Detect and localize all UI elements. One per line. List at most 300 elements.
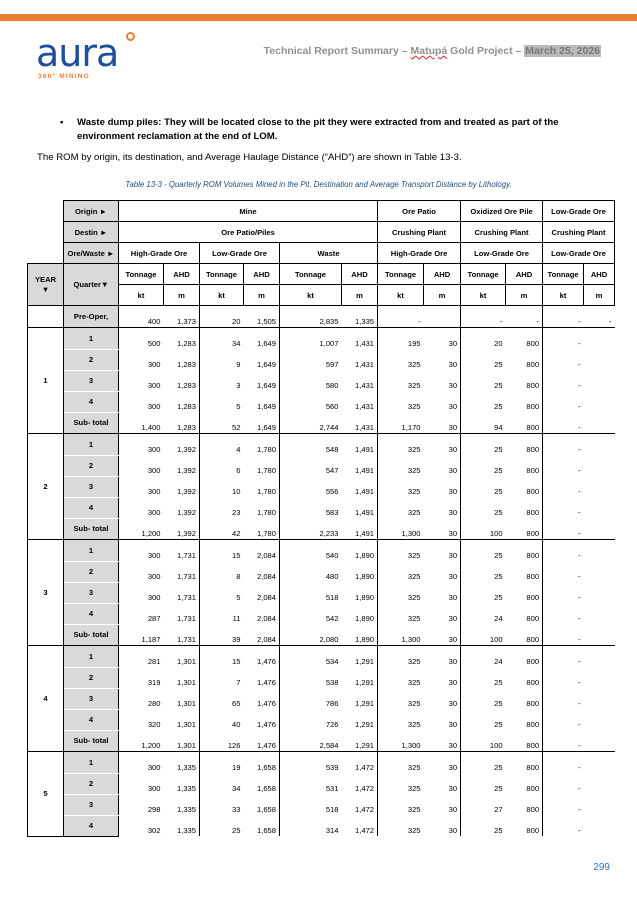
subtotal-label: Sub- total [64, 730, 119, 752]
table-cell: 40 [200, 709, 244, 730]
table-cell: 1,472 [355, 784, 375, 793]
table-cell: 1,658 [256, 763, 276, 772]
table-cell: 800 [526, 720, 540, 729]
table-cell: - [543, 752, 584, 774]
table-cell: 2,233 [280, 518, 342, 540]
quarter-cell: 3 [64, 794, 119, 815]
unit-kt: kt [119, 285, 164, 306]
table-cell: 42 [200, 518, 244, 540]
table-cell: 800 [526, 678, 540, 687]
table-row [28, 794, 615, 815]
table-cell: 2,084 [256, 572, 276, 581]
table-cell: - [543, 688, 584, 709]
table-cell: 7 [200, 667, 244, 688]
table-cell: 800 [526, 360, 540, 369]
table-cell: 30 [448, 593, 458, 602]
table-cell: 1,472 [355, 826, 375, 835]
unit-m: m [424, 285, 461, 306]
quarter-cell: 1 [64, 328, 119, 350]
table-cell: 25 [461, 561, 506, 582]
table-cell: 1,890 [355, 551, 375, 560]
table-cell: 1,890 [355, 593, 375, 602]
table-row [28, 540, 615, 562]
table-cell: 20 [461, 328, 506, 350]
table-cell: 1,658 [256, 784, 276, 793]
table-cell: 540 [280, 540, 342, 562]
table-cell: - [543, 603, 584, 624]
origin-low-grade: Low-Grade Ore [543, 201, 615, 222]
table-cell: 30 [448, 466, 458, 475]
table-cell: 1,491 [355, 508, 375, 517]
table-row [28, 815, 615, 836]
table-cell: 556 [280, 476, 342, 497]
table-cell: 1,431 [355, 339, 375, 348]
measure-ahd: AHD [506, 264, 543, 285]
table-cell: 800 [526, 572, 540, 581]
table-cell: 325 [378, 688, 424, 709]
table-cell: 1,392 [176, 508, 196, 517]
table-row [28, 603, 615, 624]
table-cell: 30 [448, 699, 458, 708]
table-cell: 800 [526, 487, 540, 496]
table-cell: 1,780 [244, 518, 280, 540]
measure-ahd: AHD [244, 264, 280, 285]
table-cell [584, 730, 615, 752]
table-cell: 1,301 [176, 678, 196, 687]
table-cell: 1,472 [355, 805, 375, 814]
table-cell: 300 [119, 476, 164, 497]
table-cell [584, 815, 615, 836]
table-cell: 1,476 [256, 720, 276, 729]
quarter-cell: 3 [64, 688, 119, 709]
table-cell: 25 [461, 540, 506, 562]
table-cell: 30 [424, 412, 461, 434]
origin-ore-patio: Ore Patio [378, 201, 461, 222]
table-row [28, 582, 615, 603]
table-cell: 1,649 [256, 402, 276, 411]
table-cell: 1,300 [378, 518, 424, 540]
measure-ahd: AHD [342, 264, 378, 285]
table-cell: 1,491 [355, 487, 375, 496]
measure-tonnage: Tonnage [119, 264, 164, 285]
table-cell: 800 [506, 518, 543, 540]
unit-kt: kt [378, 285, 424, 306]
table-cell: 1,335 [176, 763, 196, 772]
table-cell: 1,491 [342, 518, 378, 540]
year-cell: 2 [28, 434, 64, 540]
table-cell: 325 [378, 391, 424, 412]
table-cell: 1,291 [355, 678, 375, 687]
table-cell: 319 [119, 667, 164, 688]
table-cell [584, 709, 615, 730]
table-cell [584, 434, 615, 456]
origin-header-row [28, 201, 615, 222]
table-cell: 126 [200, 730, 244, 752]
quarter-cell: 3 [64, 582, 119, 603]
orewaste-header-row [28, 243, 615, 264]
type-low-grade-2: Low-Grade Ore [461, 243, 543, 264]
table-cell: 1,431 [342, 412, 378, 434]
table-cell: 800 [526, 784, 540, 793]
table-cell: 23 [200, 497, 244, 518]
quarter-cell: 4 [64, 497, 119, 518]
table-cell: 800 [526, 657, 540, 666]
year-cell: 1 [28, 328, 64, 434]
header-middle: Gold Project – [447, 45, 525, 57]
table-cell: 1,291 [355, 657, 375, 666]
table-cell: 800 [526, 508, 540, 517]
table-cell: 6 [200, 455, 244, 476]
table-cell: 1,649 [256, 381, 276, 390]
table-cell [584, 794, 615, 815]
table-cell: - [543, 730, 584, 752]
table-cell: - [543, 667, 584, 688]
table-cell: 1,200 [119, 518, 164, 540]
table-row [28, 497, 615, 518]
table-cell: 300 [119, 370, 164, 391]
table-cell: 800 [526, 614, 540, 623]
quarter-cell: 4 [64, 815, 119, 836]
table-cell: 538 [280, 667, 342, 688]
table-cell: 726 [280, 709, 342, 730]
measure-tonnage: Tonnage [280, 264, 342, 285]
table-cell [584, 540, 615, 562]
table-cell: 8 [200, 561, 244, 582]
table-cell: 325 [378, 773, 424, 794]
table-cell: 300 [119, 455, 164, 476]
table-cell: 30 [448, 784, 458, 793]
table-cell: 302 [119, 815, 164, 836]
table-cell: 94 [461, 412, 506, 434]
table-cell: 30 [448, 614, 458, 623]
table-cell: 25 [461, 349, 506, 370]
table-cell [584, 667, 615, 688]
table-cell: 19 [200, 752, 244, 774]
table-cell: 1,291 [355, 699, 375, 708]
year-cell: 3 [28, 540, 64, 646]
table-cell: 1,283 [176, 402, 196, 411]
table-cell: - [584, 306, 615, 328]
table-cell: 300 [119, 773, 164, 794]
table-cell: 30 [448, 445, 458, 454]
table-cell: 2,084 [256, 614, 276, 623]
table-cell: 30 [448, 805, 458, 814]
table-row [28, 688, 615, 709]
table-cell: 100 [461, 624, 506, 646]
destin-crushing-plant-3: Crushing Plant [543, 222, 615, 243]
table-cell: - [543, 349, 584, 370]
table-cell: 1,505 [244, 306, 280, 328]
table-cell: 300 [119, 540, 164, 562]
table-cell: 1,491 [355, 466, 375, 475]
table-cell: 1,780 [256, 445, 276, 454]
table-cell: 325 [378, 561, 424, 582]
table-cell: 800 [526, 593, 540, 602]
table-cell: 1,476 [256, 657, 276, 666]
quarter-cell: 2 [64, 773, 119, 794]
table-cell: 300 [119, 349, 164, 370]
table-cell: - [461, 306, 506, 328]
table-cell: 25 [461, 476, 506, 497]
table-cell: 39 [200, 624, 244, 646]
origin-mine: Mine [119, 201, 378, 222]
table-cell: 560 [280, 391, 342, 412]
table-cell: 325 [378, 794, 424, 815]
table-cell: 800 [526, 826, 540, 835]
table-cell: 2,584 [280, 730, 342, 752]
table-cell: 800 [526, 445, 540, 454]
table-cell: 30 [424, 730, 461, 752]
table-cell: 20 [200, 306, 244, 328]
table-cell: 1,731 [176, 551, 196, 560]
type-waste: Waste [280, 243, 378, 264]
table-cell [584, 582, 615, 603]
table-cell: 30 [448, 360, 458, 369]
table-cell: 9 [200, 349, 244, 370]
table-cell: 298 [119, 794, 164, 815]
table-cell [584, 561, 615, 582]
header-prefix: Technical Report Summary – [263, 45, 411, 57]
table-cell: 1,780 [256, 466, 276, 475]
origin-oxidized-pile: Oxidized Ore Pile [461, 201, 543, 222]
table-cell: - [543, 518, 584, 540]
table-cell: 34 [200, 328, 244, 350]
unit-kt: kt [200, 285, 244, 306]
table-cell: 25 [200, 815, 244, 836]
type-high-grade-1: High-Grade Ore [119, 243, 200, 264]
table-cell: 30 [448, 763, 458, 772]
report-header-title [264, 45, 601, 57]
table-cell: 800 [526, 551, 540, 560]
table-cell [584, 455, 615, 476]
table-cell [584, 624, 615, 646]
table-row [28, 667, 615, 688]
table-cell: 15 [200, 540, 244, 562]
table-cell: 1,392 [176, 487, 196, 496]
table-cell: 1,373 [164, 306, 200, 328]
table-cell: 25 [461, 667, 506, 688]
table-cell: - [543, 455, 584, 476]
table-cell: 1,392 [176, 466, 196, 475]
table-cell: 314 [280, 815, 342, 836]
table-row [28, 709, 615, 730]
table-cell: - [543, 306, 584, 328]
table-cell: 542 [280, 603, 342, 624]
table-cell: 1,301 [176, 699, 196, 708]
table-cell: 30 [448, 720, 458, 729]
table-cell: 1,300 [378, 730, 424, 752]
subtotal-row [28, 624, 615, 646]
table-cell: 2,084 [256, 551, 276, 560]
quarter-cell: 2 [64, 349, 119, 370]
year-cell-blank [28, 306, 64, 328]
measure-tonnage: Tonnage [543, 264, 584, 285]
table-cell: 1,649 [244, 412, 280, 434]
quarter-cell: 2 [64, 667, 119, 688]
table-cell: 1,731 [164, 624, 200, 646]
page-number: 299 [593, 862, 610, 873]
quarter-label: Quarter▼ [64, 264, 119, 306]
table-cell: 1,780 [256, 487, 276, 496]
table-cell: 27 [461, 794, 506, 815]
table-cell: 325 [378, 540, 424, 562]
table-row [28, 434, 615, 456]
table-cell: 325 [378, 476, 424, 497]
table-caption: Table 13-3 - Quarterly ROM Volumes Mined in the Pit, Destination and Average Transport Distance by Lithology. [125, 180, 512, 189]
table-cell [584, 412, 615, 434]
table-cell: 25 [461, 497, 506, 518]
table-cell: 325 [378, 667, 424, 688]
logo-wordmark: aura [36, 31, 119, 75]
table-cell: 2,744 [280, 412, 342, 434]
table-row [28, 391, 615, 412]
logo-tagline: 360° MINING [38, 73, 90, 80]
rom-table [27, 200, 615, 837]
orewaste-label: Ore/Waste ► [64, 243, 119, 264]
table-cell [584, 391, 615, 412]
year-label: YEAR ▼ [28, 264, 64, 306]
table-cell [584, 646, 615, 668]
table-cell: 195 [378, 328, 424, 350]
table-cell: 1,283 [176, 360, 196, 369]
table-cell: 25 [461, 582, 506, 603]
table-cell: 33 [200, 794, 244, 815]
table-cell: 1,392 [164, 518, 200, 540]
table-cell: - [543, 709, 584, 730]
measure-tonnage: Tonnage [461, 264, 506, 285]
table-cell: 1,731 [176, 572, 196, 581]
table-cell: 1,476 [244, 730, 280, 752]
subtotal-row [28, 730, 615, 752]
table-cell [584, 497, 615, 518]
table-cell: 1,301 [164, 730, 200, 752]
table-cell: - [543, 497, 584, 518]
quarter-cell: 3 [64, 370, 119, 391]
table-cell [424, 306, 461, 328]
table-cell: 531 [280, 773, 342, 794]
table-cell: 25 [461, 815, 506, 836]
table-cell: 800 [526, 763, 540, 772]
year-cell: 4 [28, 646, 64, 752]
origin-label: Origin ► [64, 201, 119, 222]
unit-m: m [164, 285, 200, 306]
table-cell: 100 [461, 730, 506, 752]
type-low-grade-1: Low-Grade Ore [200, 243, 280, 264]
table-cell: 65 [200, 688, 244, 709]
table-cell: 4 [200, 434, 244, 456]
measure-tonnage: Tonnage [200, 264, 244, 285]
table-cell: - [543, 328, 584, 350]
table-cell: 1,335 [342, 306, 378, 328]
table-cell: 547 [280, 455, 342, 476]
table-cell: 325 [378, 455, 424, 476]
table-cell: - [543, 582, 584, 603]
measure-ahd: AHD [584, 264, 615, 285]
table-cell [584, 603, 615, 624]
table-cell: 15 [200, 646, 244, 668]
table-row [28, 455, 615, 476]
table-cell: 2,084 [244, 624, 280, 646]
table-cell: 800 [506, 624, 543, 646]
table-cell: - [378, 306, 424, 328]
quarter-cell: Pre-Oper, [64, 306, 119, 328]
table-cell: 11 [200, 603, 244, 624]
measure-ahd: AHD [424, 264, 461, 285]
quarter-cell: 3 [64, 476, 119, 497]
measure-tonnage: Tonnage [378, 264, 424, 285]
unit-m: m [342, 285, 378, 306]
table-cell: 30 [448, 487, 458, 496]
table-cell: 786 [280, 688, 342, 709]
table-cell: 539 [280, 752, 342, 774]
table-row [28, 349, 615, 370]
subtotal-row [28, 412, 615, 434]
table-cell: 1,301 [176, 720, 196, 729]
table-cell: 287 [119, 603, 164, 624]
header-date: March 25, 2026 [525, 45, 600, 57]
table-cell: 320 [119, 709, 164, 730]
quarter-cell: 1 [64, 540, 119, 562]
table-cell [584, 773, 615, 794]
company-logo [36, 30, 146, 82]
table-cell: 30 [448, 402, 458, 411]
bullet-text: Waste dump piles: They will be located close to the pit they were extracted from and treated as part of the environment reclamation at the end of LOM. [77, 117, 559, 142]
table-cell: 325 [378, 349, 424, 370]
table-cell: 1,300 [378, 624, 424, 646]
table-cell: - [506, 306, 543, 328]
table-row [28, 561, 615, 582]
table-cell: 400 [119, 306, 164, 328]
table-cell: 25 [461, 434, 506, 456]
table-cell: 1,658 [256, 826, 276, 835]
year-cell: 5 [28, 752, 64, 837]
destin-crushing-plant-1: Crushing Plant [378, 222, 461, 243]
table-cell [584, 688, 615, 709]
table-cell [584, 752, 615, 774]
table-cell: 1,649 [256, 360, 276, 369]
table-cell: 1,283 [176, 381, 196, 390]
destin-ore-patio-piles: Ore Patio/Piles [119, 222, 378, 243]
table-cell: 2,835 [280, 306, 342, 328]
table-cell: 325 [378, 752, 424, 774]
table-cell: 800 [526, 466, 540, 475]
table-cell: 25 [461, 752, 506, 774]
table-cell: 1,890 [355, 572, 375, 581]
table-cell: - [543, 646, 584, 668]
table-cell: 30 [424, 518, 461, 540]
subtotal-row [28, 518, 615, 540]
table-cell: 800 [526, 805, 540, 814]
table-row [28, 476, 615, 497]
subtotal-label: Sub- total [64, 624, 119, 646]
table-cell: - [543, 434, 584, 456]
table-cell: 24 [461, 603, 506, 624]
bullet-paragraph [60, 116, 580, 144]
table-cell: - [543, 773, 584, 794]
table-cell: - [543, 794, 584, 815]
table-cell: - [543, 624, 584, 646]
intro-paragraph: The ROM by origin, its destination, and Average Haulage Distance (“AHD”) are shown in Table 13-3. [37, 152, 462, 163]
table-cell: 100 [461, 518, 506, 540]
table-cell: 597 [280, 349, 342, 370]
table-cell [584, 328, 615, 350]
table-cell: 25 [461, 688, 506, 709]
table-cell: 480 [280, 561, 342, 582]
destin-label: Destin ► [64, 222, 119, 243]
table-cell: 1,491 [355, 445, 375, 454]
unit-m: m [584, 285, 615, 306]
table-cell: 3 [200, 370, 244, 391]
